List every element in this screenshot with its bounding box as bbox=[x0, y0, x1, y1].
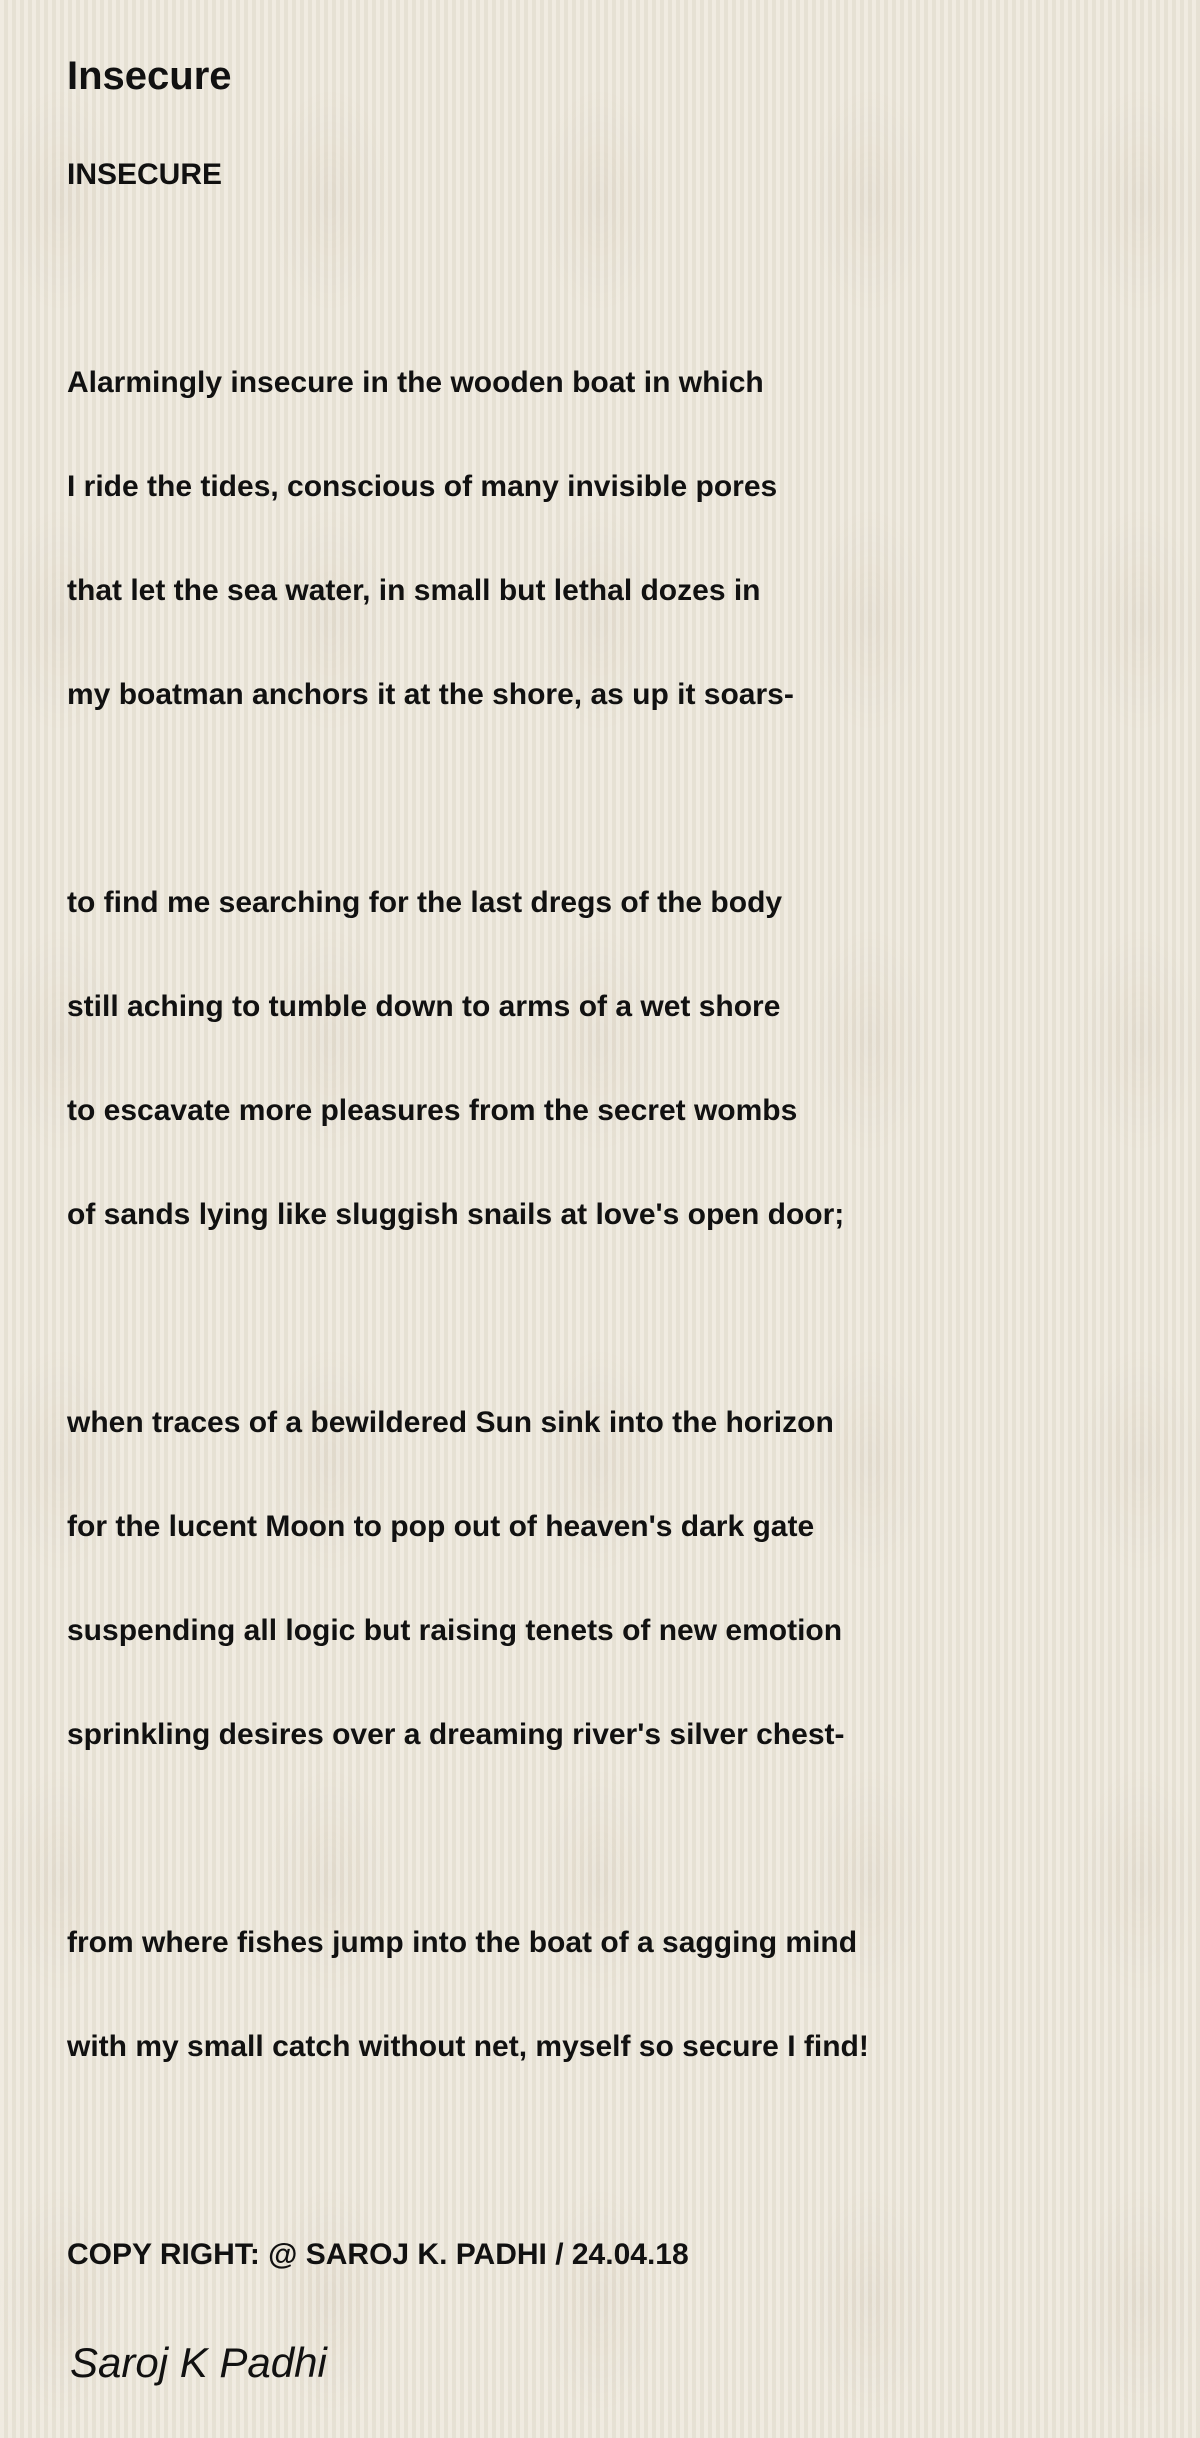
poem-line: to escavate more pleasures from the secret wombs bbox=[67, 1094, 798, 1127]
poem-line: still aching to tumble down to arms of a wet shore bbox=[67, 990, 781, 1023]
poem-line: sprinkling desires over a dreaming river's silver chest- bbox=[67, 1718, 845, 1751]
poem-line: my boatman anchors it at the shore, as up it soars- bbox=[67, 678, 794, 711]
poem-line: when traces of a bewildered Sun sink into the horizon bbox=[67, 1406, 834, 1439]
poem-title: Insecure bbox=[67, 54, 232, 98]
poem-line: for the lucent Moon to pop out of heaven's dark gate bbox=[67, 1510, 815, 1543]
poem-line: suspending all logic but raising tenets of new emotion bbox=[67, 1614, 843, 1647]
poem-line: that let the sea water, in small but lethal dozes in bbox=[67, 574, 761, 607]
poem-line: with my small catch without net, myself so secure I find! bbox=[67, 2030, 869, 2063]
poem-line: from where fishes jump into the boat of a sagging mind bbox=[67, 1926, 858, 1959]
poem-line: INSECURE bbox=[67, 158, 223, 191]
copyright-line: COPY RIGHT: @ SAROJ K. PADHI / 24.04.18 bbox=[67, 2238, 689, 2271]
author-name: Saroj K Padhi bbox=[70, 2339, 327, 2386]
poem-line: Alarmingly insecure in the wooden boat in which bbox=[67, 366, 764, 399]
poem-line: I ride the tides, conscious of many invisible pores bbox=[67, 470, 778, 503]
poem-line: of sands lying like sluggish snails at love's open door; bbox=[67, 1198, 845, 1231]
poem-line: to find me searching for the last dregs of the body bbox=[67, 886, 783, 919]
